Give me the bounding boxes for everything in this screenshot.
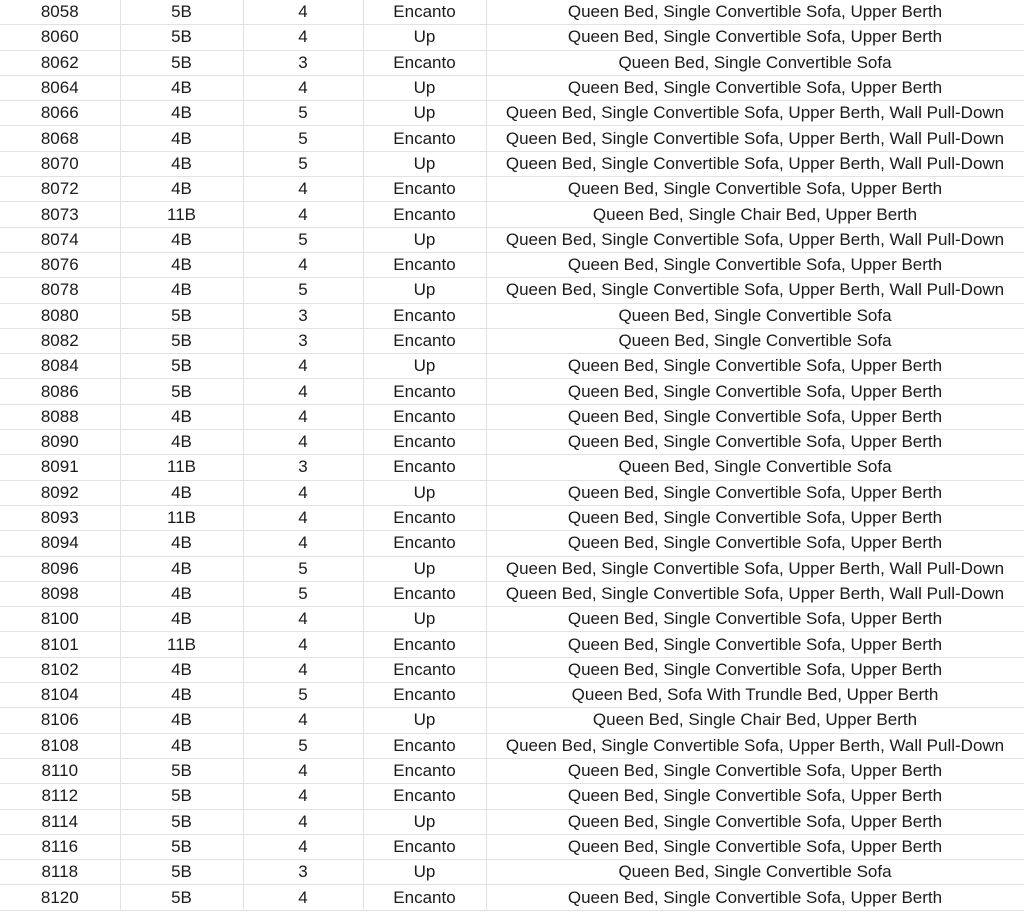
bed-configuration-cell[interactable]: Queen Bed, Single Convertible Sofa, Upper Berth, Wall Pull-Down xyxy=(486,733,1024,758)
cabin-number-cell[interactable]: 8082 xyxy=(0,328,120,353)
bed-configuration-cell[interactable]: Queen Bed, Single Convertible Sofa, Upper Berth xyxy=(486,252,1024,277)
location-cell[interactable]: Encanto xyxy=(363,784,486,809)
table-row xyxy=(0,632,1024,657)
bed-configuration-cell[interactable]: Queen Bed, Single Convertible Sofa, Upper Berth xyxy=(486,607,1024,632)
table-row xyxy=(0,25,1024,50)
category-cell[interactable]: 11B xyxy=(120,455,243,480)
table-row xyxy=(0,430,1024,455)
bed-configuration-cell[interactable]: Queen Bed, Single Chair Bed, Upper Berth xyxy=(486,202,1024,227)
bed-configuration-cell[interactable]: Queen Bed, Single Convertible Sofa, Upper Berth xyxy=(486,885,1024,910)
bed-configuration-cell[interactable]: Queen Bed, Single Convertible Sofa xyxy=(486,328,1024,353)
occupancy-cell[interactable]: 4 xyxy=(243,632,363,657)
location-cell[interactable]: Encanto xyxy=(363,328,486,353)
cabin-number-cell[interactable]: 8058 xyxy=(0,0,120,25)
occupancy-cell[interactable]: 3 xyxy=(243,455,363,480)
table-row xyxy=(0,278,1024,303)
category-cell[interactable]: 5B xyxy=(120,50,243,75)
location-cell[interactable]: Up xyxy=(363,227,486,252)
cabin-number-cell[interactable]: 8110 xyxy=(0,758,120,783)
occupancy-cell[interactable]: 5 xyxy=(243,581,363,606)
location-cell[interactable]: Encanto xyxy=(363,657,486,682)
category-cell[interactable]: 4B xyxy=(120,733,243,758)
category-cell[interactable]: 4B xyxy=(120,531,243,556)
category-cell[interactable]: 4B xyxy=(120,177,243,202)
cabin-number-cell[interactable]: 8062 xyxy=(0,50,120,75)
category-cell[interactable]: 4B xyxy=(120,278,243,303)
category-cell[interactable]: 5B xyxy=(120,784,243,809)
bed-configuration-cell[interactable]: Queen Bed, Single Convertible Sofa, Upper Berth, Wall Pull-Down xyxy=(486,227,1024,252)
table-row xyxy=(0,683,1024,708)
table-row xyxy=(0,455,1024,480)
bed-configuration-cell[interactable]: Queen Bed, Single Convertible Sofa, Upper Berth xyxy=(486,480,1024,505)
location-cell[interactable]: Up xyxy=(363,556,486,581)
bed-configuration-cell[interactable]: Queen Bed, Single Convertible Sofa, Upper Berth, Wall Pull-Down xyxy=(486,278,1024,303)
bed-configuration-cell[interactable]: Queen Bed, Single Convertible Sofa, Upper Berth xyxy=(486,834,1024,859)
bed-configuration-cell[interactable]: Queen Bed, Single Convertible Sofa, Upper Berth xyxy=(486,632,1024,657)
category-cell[interactable]: 4B xyxy=(120,708,243,733)
cabin-number-cell[interactable]: 8070 xyxy=(0,151,120,176)
occupancy-cell[interactable]: 4 xyxy=(243,657,363,682)
cabin-number-cell[interactable]: 8120 xyxy=(0,885,120,910)
cabin-number-cell[interactable]: 8118 xyxy=(0,860,120,885)
cabin-number-cell[interactable]: 8104 xyxy=(0,683,120,708)
cabin-number-cell[interactable]: 8114 xyxy=(0,809,120,834)
table-row xyxy=(0,556,1024,581)
table-row xyxy=(0,885,1024,910)
occupancy-cell[interactable]: 4 xyxy=(243,809,363,834)
table-row xyxy=(0,328,1024,353)
location-cell[interactable]: Encanto xyxy=(363,303,486,328)
occupancy-cell[interactable]: 4 xyxy=(243,885,363,910)
table-row xyxy=(0,733,1024,758)
occupancy-cell[interactable]: 4 xyxy=(243,379,363,404)
table-row xyxy=(0,50,1024,75)
table-row xyxy=(0,531,1024,556)
occupancy-cell[interactable]: 4 xyxy=(243,531,363,556)
table-row xyxy=(0,834,1024,859)
cabin-number-cell[interactable]: 8060 xyxy=(0,25,120,50)
category-cell[interactable]: 4B xyxy=(120,75,243,100)
cabin-number-cell[interactable]: 8096 xyxy=(0,556,120,581)
occupancy-cell[interactable]: 3 xyxy=(243,50,363,75)
occupancy-cell[interactable]: 4 xyxy=(243,75,363,100)
category-cell[interactable]: 5B xyxy=(120,303,243,328)
cabin-number-cell[interactable]: 8112 xyxy=(0,784,120,809)
cabin-number-cell[interactable]: 8091 xyxy=(0,455,120,480)
table-row xyxy=(0,151,1024,176)
table-row xyxy=(0,75,1024,100)
cabin-number-cell[interactable]: 8074 xyxy=(0,227,120,252)
category-cell[interactable]: 5B xyxy=(120,885,243,910)
bed-configuration-cell[interactable]: Queen Bed, Single Convertible Sofa, Upper Berth xyxy=(486,25,1024,50)
category-cell[interactable]: 5B xyxy=(120,0,243,25)
bed-configuration-cell[interactable]: Queen Bed, Single Convertible Sofa, Upper Berth xyxy=(486,404,1024,429)
occupancy-cell[interactable]: 5 xyxy=(243,278,363,303)
occupancy-cell[interactable]: 3 xyxy=(243,328,363,353)
table-row xyxy=(0,657,1024,682)
bed-configuration-cell[interactable]: Queen Bed, Single Convertible Sofa, Upper Berth xyxy=(486,177,1024,202)
occupancy-cell[interactable]: 4 xyxy=(243,177,363,202)
bed-configuration-cell[interactable]: Queen Bed, Single Convertible Sofa xyxy=(486,455,1024,480)
occupancy-cell[interactable]: 5 xyxy=(243,126,363,151)
cabin-number-cell[interactable]: 8098 xyxy=(0,581,120,606)
category-cell[interactable]: 4B xyxy=(120,657,243,682)
occupancy-cell[interactable]: 4 xyxy=(243,25,363,50)
location-cell[interactable]: Up xyxy=(363,708,486,733)
location-cell[interactable]: Encanto xyxy=(363,632,486,657)
location-cell[interactable]: Up xyxy=(363,151,486,176)
location-cell[interactable]: Encanto xyxy=(363,0,486,25)
occupancy-cell[interactable]: 5 xyxy=(243,101,363,126)
cabin-number-cell[interactable]: 8092 xyxy=(0,480,120,505)
category-cell[interactable]: 5B xyxy=(120,25,243,50)
occupancy-cell[interactable]: 4 xyxy=(243,404,363,429)
bed-configuration-cell[interactable]: Queen Bed, Single Convertible Sofa, Upper Berth xyxy=(486,354,1024,379)
occupancy-cell[interactable]: 4 xyxy=(243,252,363,277)
table-row xyxy=(0,227,1024,252)
occupancy-cell[interactable]: 4 xyxy=(243,505,363,530)
location-cell[interactable]: Up xyxy=(363,480,486,505)
table-row xyxy=(0,860,1024,885)
table-row xyxy=(0,252,1024,277)
occupancy-cell[interactable]: 5 xyxy=(243,556,363,581)
cabin-number-cell[interactable]: 8066 xyxy=(0,101,120,126)
bed-configuration-cell[interactable]: Queen Bed, Single Convertible Sofa, Upper Berth xyxy=(486,75,1024,100)
occupancy-cell[interactable]: 4 xyxy=(243,607,363,632)
bed-configuration-cell[interactable]: Queen Bed, Single Convertible Sofa, Upper Berth, Wall Pull-Down xyxy=(486,556,1024,581)
category-cell[interactable]: 11B xyxy=(120,632,243,657)
category-cell[interactable]: 5B xyxy=(120,758,243,783)
bed-configuration-cell[interactable]: Queen Bed, Single Convertible Sofa, Upper Berth, Wall Pull-Down xyxy=(486,581,1024,606)
cabin-number-cell[interactable]: 8094 xyxy=(0,531,120,556)
category-cell[interactable]: 11B xyxy=(120,202,243,227)
category-cell[interactable]: 4B xyxy=(120,607,243,632)
location-cell[interactable]: Encanto xyxy=(363,430,486,455)
occupancy-cell[interactable]: 4 xyxy=(243,834,363,859)
table-row xyxy=(0,758,1024,783)
table-row xyxy=(0,480,1024,505)
category-cell[interactable]: 4B xyxy=(120,227,243,252)
cabin-number-cell[interactable]: 8090 xyxy=(0,430,120,455)
location-cell[interactable]: Encanto xyxy=(363,177,486,202)
cabin-number-cell[interactable]: 8084 xyxy=(0,354,120,379)
table-row xyxy=(0,354,1024,379)
location-cell[interactable]: Encanto xyxy=(363,126,486,151)
table-row xyxy=(0,404,1024,429)
location-cell[interactable]: Up xyxy=(363,354,486,379)
cabin-number-cell[interactable]: 8086 xyxy=(0,379,120,404)
table-row xyxy=(0,303,1024,328)
occupancy-cell[interactable]: 3 xyxy=(243,303,363,328)
category-cell[interactable]: 5B xyxy=(120,834,243,859)
bed-configuration-cell[interactable]: Queen Bed, Single Convertible Sofa, Upper Berth xyxy=(486,657,1024,682)
bed-configuration-cell[interactable]: Queen Bed, Single Convertible Sofa, Upper Berth xyxy=(486,531,1024,556)
occupancy-cell[interactable]: 4 xyxy=(243,708,363,733)
table-row xyxy=(0,581,1024,606)
location-cell[interactable]: Encanto xyxy=(363,252,486,277)
category-cell[interactable]: 4B xyxy=(120,556,243,581)
bed-configuration-cell[interactable]: Queen Bed, Single Convertible Sofa, Upper Berth, Wall Pull-Down xyxy=(486,101,1024,126)
category-cell[interactable]: 4B xyxy=(120,404,243,429)
table-row xyxy=(0,784,1024,809)
bed-configuration-cell[interactable]: Queen Bed, Single Convertible Sofa xyxy=(486,303,1024,328)
cabin-number-cell[interactable]: 8101 xyxy=(0,632,120,657)
bed-configuration-cell[interactable]: Queen Bed, Single Convertible Sofa, Upper Berth xyxy=(486,758,1024,783)
table-row xyxy=(0,708,1024,733)
location-cell[interactable]: Encanto xyxy=(363,758,486,783)
table-row xyxy=(0,607,1024,632)
cabin-number-cell[interactable]: 8078 xyxy=(0,278,120,303)
occupancy-cell[interactable]: 3 xyxy=(243,860,363,885)
category-cell[interactable]: 5B xyxy=(120,809,243,834)
location-cell[interactable]: Encanto xyxy=(363,834,486,859)
bed-configuration-cell[interactable]: Queen Bed, Single Convertible Sofa, Upper Berth xyxy=(486,809,1024,834)
occupancy-cell[interactable]: 5 xyxy=(243,227,363,252)
occupancy-cell[interactable]: 5 xyxy=(243,683,363,708)
category-cell[interactable]: 4B xyxy=(120,581,243,606)
location-cell[interactable]: Up xyxy=(363,607,486,632)
bed-configuration-cell[interactable]: Queen Bed, Single Convertible Sofa, Upper Berth, Wall Pull-Down xyxy=(486,126,1024,151)
category-cell[interactable]: 5B xyxy=(120,328,243,353)
cabin-number-cell[interactable]: 8072 xyxy=(0,177,120,202)
cabin-number-cell[interactable]: 8106 xyxy=(0,708,120,733)
location-cell[interactable]: Encanto xyxy=(363,455,486,480)
bed-configuration-cell[interactable]: Queen Bed, Single Convertible Sofa, Upper Berth xyxy=(486,0,1024,25)
location-cell[interactable]: Encanto xyxy=(363,379,486,404)
location-cell[interactable]: Encanto xyxy=(363,202,486,227)
location-cell[interactable]: Up xyxy=(363,860,486,885)
table-row xyxy=(0,177,1024,202)
category-cell[interactable]: 5B xyxy=(120,354,243,379)
category-cell[interactable]: 4B xyxy=(120,683,243,708)
cabin-number-cell[interactable]: 8076 xyxy=(0,252,120,277)
cabin-number-cell[interactable]: 8073 xyxy=(0,202,120,227)
cabin-number-cell[interactable]: 8116 xyxy=(0,834,120,859)
bed-configuration-cell[interactable]: Queen Bed, Sofa With Trundle Bed, Upper Berth xyxy=(486,683,1024,708)
table-row xyxy=(0,379,1024,404)
occupancy-cell[interactable]: 4 xyxy=(243,430,363,455)
bed-configuration-cell[interactable]: Queen Bed, Single Convertible Sofa, Upper Berth xyxy=(486,379,1024,404)
cabin-number-cell[interactable]: 8102 xyxy=(0,657,120,682)
location-cell[interactable]: Up xyxy=(363,75,486,100)
occupancy-cell[interactable]: 4 xyxy=(243,480,363,505)
category-cell[interactable]: 4B xyxy=(120,151,243,176)
occupancy-cell[interactable]: 4 xyxy=(243,0,363,25)
location-cell[interactable]: Up xyxy=(363,25,486,50)
location-cell[interactable]: Encanto xyxy=(363,404,486,429)
category-cell[interactable]: 4B xyxy=(120,430,243,455)
category-cell[interactable]: 4B xyxy=(120,126,243,151)
bed-configuration-cell[interactable]: Queen Bed, Single Chair Bed, Upper Berth xyxy=(486,708,1024,733)
cabin-number-cell[interactable]: 8088 xyxy=(0,404,120,429)
location-cell[interactable]: Encanto xyxy=(363,531,486,556)
cabin-number-cell[interactable]: 8068 xyxy=(0,126,120,151)
cabin-number-cell[interactable]: 8100 xyxy=(0,607,120,632)
table-row xyxy=(0,202,1024,227)
bed-configuration-cell[interactable]: Queen Bed, Single Convertible Sofa xyxy=(486,860,1024,885)
table-row xyxy=(0,505,1024,530)
location-cell[interactable]: Encanto xyxy=(363,581,486,606)
occupancy-cell[interactable]: 4 xyxy=(243,202,363,227)
table-row xyxy=(0,126,1024,151)
category-cell[interactable]: 4B xyxy=(120,480,243,505)
bed-configuration-cell[interactable]: Queen Bed, Single Convertible Sofa, Upper Berth xyxy=(486,430,1024,455)
occupancy-cell[interactable]: 4 xyxy=(243,354,363,379)
cabin-number-cell[interactable]: 8064 xyxy=(0,75,120,100)
location-cell[interactable]: Up xyxy=(363,809,486,834)
cabin-number-cell[interactable]: 8093 xyxy=(0,505,120,530)
location-cell[interactable]: Encanto xyxy=(363,683,486,708)
location-cell[interactable]: Encanto xyxy=(363,733,486,758)
occupancy-cell[interactable]: 4 xyxy=(243,784,363,809)
table-row xyxy=(0,809,1024,834)
table-row xyxy=(0,0,1024,25)
location-cell[interactable]: Up xyxy=(363,278,486,303)
occupancy-cell[interactable]: 4 xyxy=(243,758,363,783)
occupancy-cell[interactable]: 5 xyxy=(243,151,363,176)
cabin-number-cell[interactable]: 8108 xyxy=(0,733,120,758)
bed-configuration-cell[interactable]: Queen Bed, Single Convertible Sofa, Upper Berth, Wall Pull-Down xyxy=(486,151,1024,176)
cabin-number-cell[interactable]: 8080 xyxy=(0,303,120,328)
category-cell[interactable]: 11B xyxy=(120,505,243,530)
category-cell[interactable]: 5B xyxy=(120,379,243,404)
location-cell[interactable]: Encanto xyxy=(363,50,486,75)
location-cell[interactable]: Encanto xyxy=(363,885,486,910)
category-cell[interactable]: 4B xyxy=(120,101,243,126)
category-cell[interactable]: 4B xyxy=(120,252,243,277)
bed-configuration-cell[interactable]: Queen Bed, Single Convertible Sofa xyxy=(486,50,1024,75)
location-cell[interactable]: Encanto xyxy=(363,505,486,530)
bed-configuration-cell[interactable]: Queen Bed, Single Convertible Sofa, Upper Berth xyxy=(486,505,1024,530)
table-row xyxy=(0,101,1024,126)
occupancy-cell[interactable]: 5 xyxy=(243,733,363,758)
category-cell[interactable]: 5B xyxy=(120,860,243,885)
bed-configuration-cell[interactable]: Queen Bed, Single Convertible Sofa, Upper Berth xyxy=(486,784,1024,809)
location-cell[interactable]: Up xyxy=(363,101,486,126)
